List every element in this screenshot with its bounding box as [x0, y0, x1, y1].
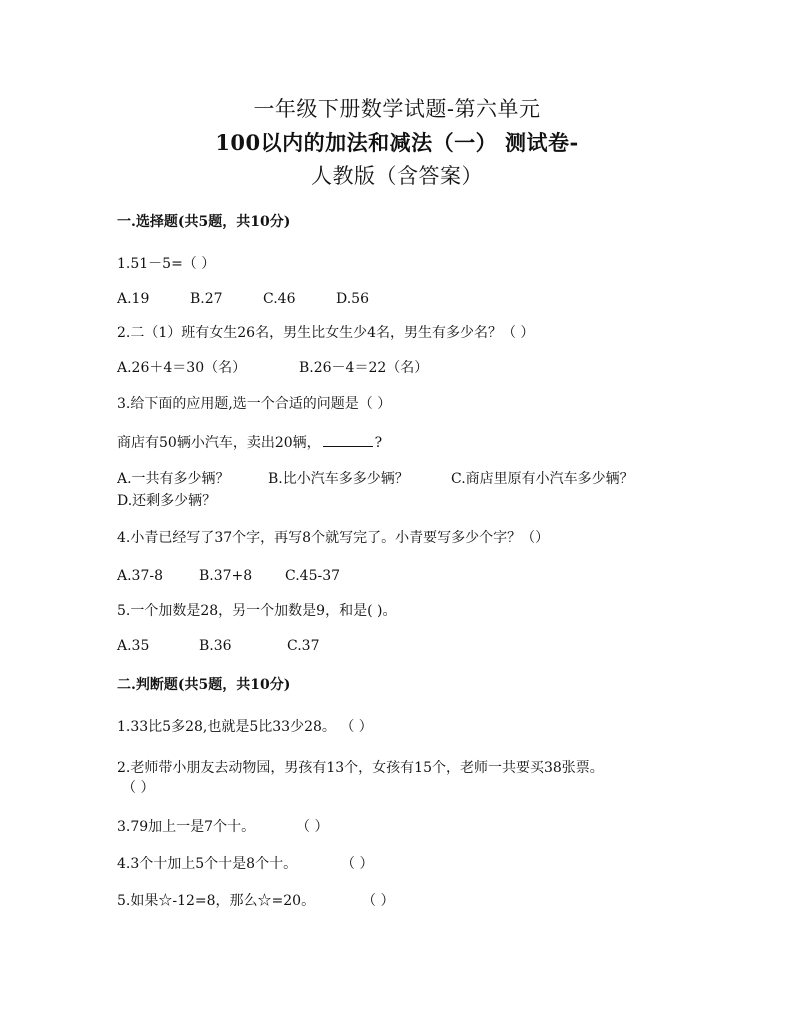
s1-q3-option-d: D.还剩多少辆？ [117, 493, 217, 509]
option-c: C.46 [263, 291, 296, 307]
option-a: A.37-8 [117, 568, 164, 584]
option-c: C.37 [287, 638, 320, 654]
s1-q5-stem: 5.一个加数是28，另一个加数是9，和是( )。 [117, 603, 397, 619]
s2-q4-paren: （ ） [341, 856, 374, 872]
option-a: A.35 [117, 638, 150, 654]
option-d: D.56 [336, 291, 369, 307]
s1-q4-stem: 4.小青已经写了37个字，再写8个就写完了。小青要写多少个字？（） [117, 530, 550, 546]
title-line-2: 100以内的加法和减法（一） 测试卷- [215, 130, 579, 155]
option-b: B.26－4＝22（名） [299, 360, 429, 376]
s2-q5-paren: （ ） [362, 893, 395, 909]
s1-q1-stem: 1.51－5=（ ） [117, 256, 216, 272]
option-b: B.27 [190, 291, 223, 307]
s2-q5: 5.如果☆-12=8，那么☆=20。 [117, 893, 316, 909]
option-c: C.商店里原有小汽车多少辆？ [451, 471, 634, 487]
s1-q2-stem: 2.二（1）班有女生26名，男生比女生少4名，男生有多少名？（ ） [117, 325, 535, 341]
section-1-heading: 一.选择题(共5题，共10分) [117, 214, 291, 230]
section-2-heading: 二.判断题(共5题，共10分) [117, 677, 291, 693]
title-line-3: 人教版（含答案） [311, 164, 483, 188]
s2-q1: 1.33比5多28,也就是5比33少28。 （ ） [117, 719, 373, 735]
s1-q3-problem-text: 商店有50辆小汽车，卖出20辆， [117, 435, 321, 451]
s1-q3-stem: 3.给下面的应用题,选一个合适的问题是（ ） [117, 396, 392, 412]
s1-q3-problem-end: ? [374, 435, 383, 451]
title-line-1: 一年级下册数学试题-第六单元 [253, 97, 541, 121]
option-b: B.36 [199, 638, 232, 654]
option-a: A.26＋4＝30（名） [117, 360, 247, 376]
s2-q3-paren: （ ） [296, 819, 329, 835]
s2-q2-line-1: 2.老师带小朋友去动物园，男孩有13个，女孩有15个，老师一共要买38张票。 [117, 760, 604, 776]
s2-q2-line-2: （ ） [122, 780, 155, 796]
answer-blank [323, 432, 373, 447]
s1-q3-problem [117, 432, 382, 453]
option-a: A.一共有多少辆？ [117, 471, 230, 487]
s2-q3: 3.79加上一是7个十。 [117, 819, 256, 835]
option-c: C.45-37 [285, 568, 341, 584]
option-b: B.37+8 [199, 568, 253, 584]
s2-q4: 4.3个十加上5个十是8个十。 [117, 856, 298, 872]
option-a: A.19 [117, 291, 150, 307]
option-b: B.比小汽车多多少辆？ [268, 471, 409, 487]
